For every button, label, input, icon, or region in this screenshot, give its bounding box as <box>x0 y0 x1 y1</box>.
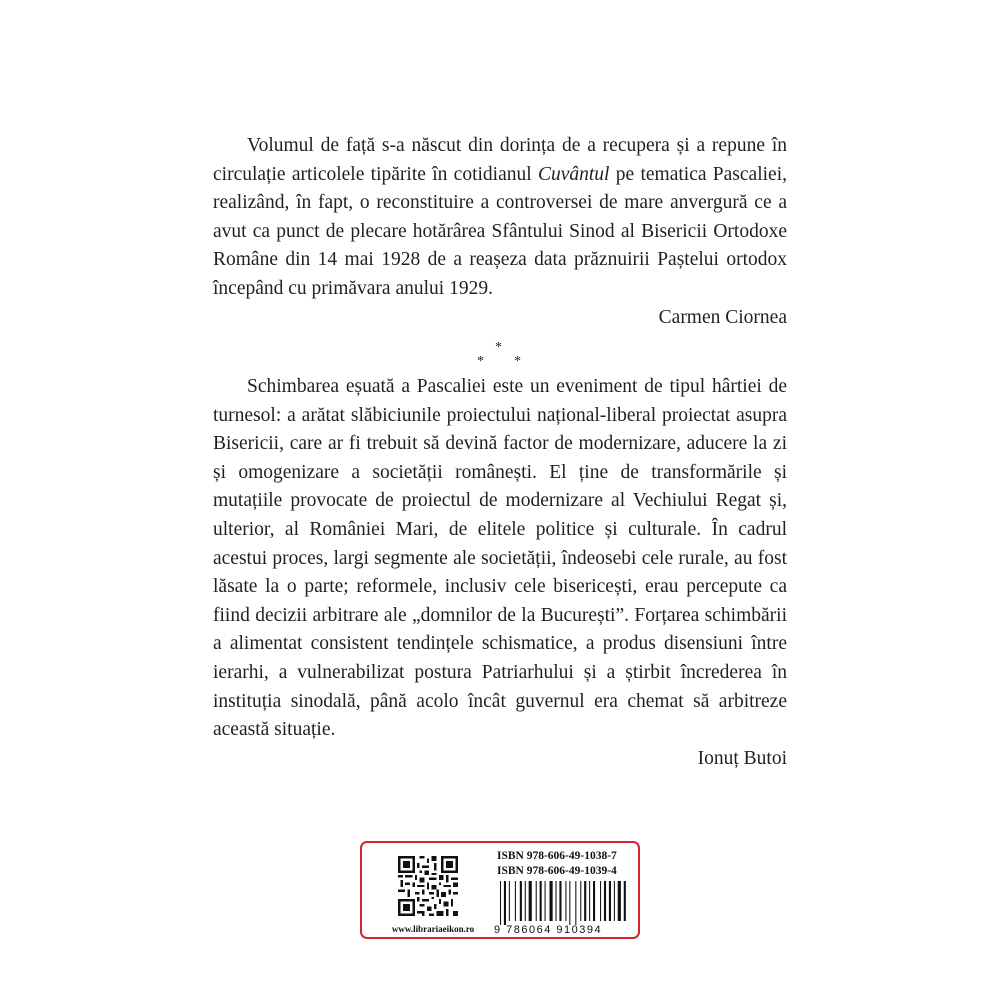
barcode-number: 9 786064 910394 <box>494 924 603 936</box>
qr-code-icon <box>398 856 458 916</box>
second-paragraph: Schimbarea eșuată a Pascaliei este un eveniment de tipul hârtiei de turnesol: a arătat slăbiciunile proiectului național-liberal proiectat asupra Bisericii, care ar fi trebuit să devină factor de modernizare, aducere la zi și omogenizare a societății românești. El ține de transformările și mutațiile provocate de proiectul de modernizare al Vechiului Regat și, ulterior, al României Mari, de elitele politice și culturale. În cadrul acestui proces, largi segmente ale societății, îndeosebi cele rurale, au fost lăsate la o parte; reformele, inclusiv cele bisericești, erau percepute ca fiind decizii arbitrare ale „domnilor de la București”. Forțarea schimbării a alimentat consistent tendințele schismatice, a produs disensiuni între ierarhi, a vulnerabilizat postura Patriarhului și a știrbit încrederea în instituția sinodală, până acolo încât guvernul era chemat să arbitreze această situație. <box>213 376 787 741</box>
barcode-icon <box>498 881 628 925</box>
separator-star-right: * <box>514 354 521 369</box>
intro-paragraph <box>213 132 787 304</box>
isbn-box <box>360 841 640 939</box>
isbn-line-1: ISBN 978-606-49-1038-7 <box>497 850 617 862</box>
separator-star-left: * <box>477 354 484 369</box>
publisher-website: www.librariaeikon.ro <box>391 924 475 934</box>
intro-text-end: pe tematica Pascaliei, realizând, în fapt, o reconstituire a controversei de mare anvergură ce a avut ca punct de plecare hotărârea Sfântului Sinod al Bisericii Ortodoxe Române din 14 mai 1928 de a reașeza data prăznuirii Paștelui ortodox începând cu primăvara anului 1929. <box>213 163 787 299</box>
author-ionut-butoi: Ionuț Butoi <box>697 747 787 769</box>
newspaper-title: Cuvântul <box>537 163 610 185</box>
intro-section <box>213 132 787 332</box>
isbn-line-2: ISBN 978-606-49-1039-4 <box>497 865 617 877</box>
author-carmen-ciornea: Carmen Ciornea <box>658 306 787 328</box>
section-separator <box>470 337 530 371</box>
intro-text-start: Volumul de față s-a născut din dorința de a recupera și a repune în circulație articolele tipărite în cotidianul <box>213 135 787 185</box>
second-section <box>213 373 787 773</box>
separator-star-top: * <box>495 340 502 355</box>
